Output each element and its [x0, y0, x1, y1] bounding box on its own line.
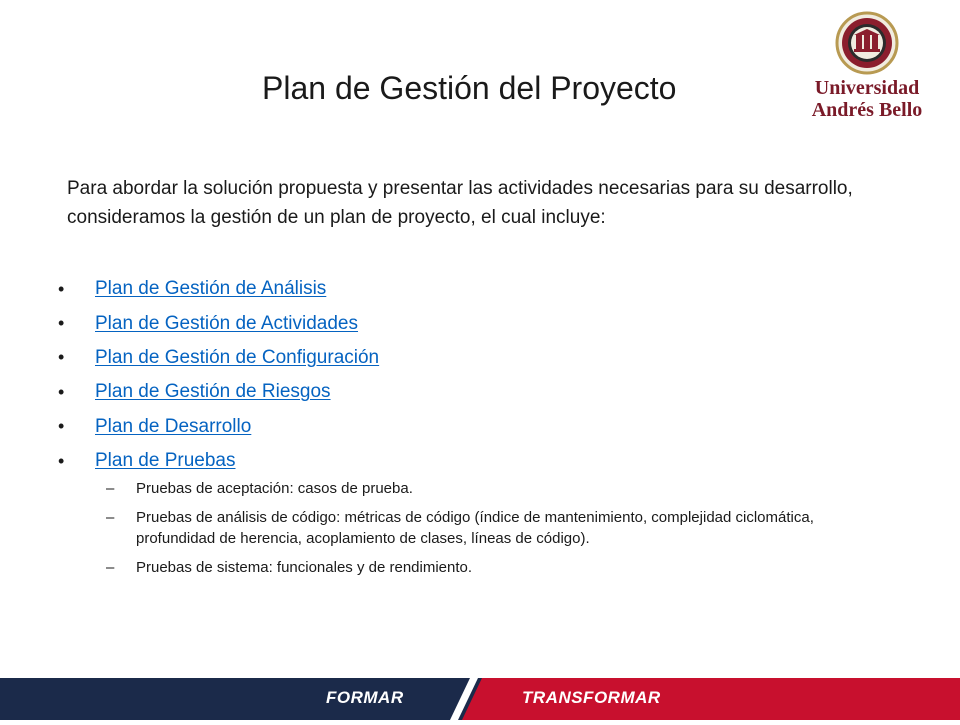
slide-title: Plan de Gestión del Proyecto — [262, 70, 677, 106]
footer-formar: FORMAR — [326, 688, 404, 707]
list-item — [58, 410, 918, 444]
bullet-icon: • — [58, 381, 65, 402]
list-item — [58, 341, 918, 375]
sub-item-text: Pruebas de análisis de código: métricas de código (índice de mantenimiento, complejidad ciclomática, profundidad de herencia, acoplamiento de clases, líneas de código). — [136, 509, 814, 547]
sub-list-item — [106, 507, 826, 549]
link-plan-riesgos[interactable]: Plan de Gestión de Riesgos — [95, 381, 331, 403]
list-item — [58, 272, 918, 306]
university-seal-icon — [837, 13, 897, 73]
intro-paragraph: Para abordar la solución propuesta y presentar las actividades necesarias para su desarrollo, consideramos la gestión de un plan de proyecto, el cual incluye: — [67, 178, 853, 228]
bullet-icon: • — [58, 347, 65, 368]
dash-icon: – — [106, 559, 115, 576]
footer-shapes — [0, 678, 960, 720]
sub-list-item — [106, 478, 826, 499]
sub-item-text: Pruebas de aceptación: casos de prueba. — [136, 480, 413, 497]
footer-banner — [0, 678, 960, 720]
list-item — [58, 306, 918, 340]
link-plan-desarrollo[interactable]: Plan de Desarrollo — [95, 415, 252, 437]
university-logo — [808, 10, 926, 122]
list-item — [58, 375, 918, 409]
sub-list-item — [106, 557, 826, 578]
bullet-icon: • — [58, 450, 65, 471]
footer-transformar: TRANSFORMAR — [522, 688, 661, 707]
link-plan-configuracion[interactable]: Plan de Gestión de Configuración — [95, 346, 380, 368]
link-plan-pruebas[interactable]: Plan de Pruebas — [95, 450, 236, 472]
link-plan-actividades[interactable]: Plan de Gestión de Actividades — [95, 312, 359, 334]
bullet-icon: • — [58, 278, 65, 299]
bullet-icon: • — [58, 416, 65, 437]
dash-icon: – — [106, 480, 115, 497]
logo-line1: Universidad — [814, 77, 920, 99]
sub-item-text: Pruebas de sistema: funcionales y de rendimiento. — [136, 559, 473, 576]
link-plan-analisis[interactable]: Plan de Gestión de Análisis — [95, 278, 327, 300]
list-item — [58, 444, 918, 478]
plan-list — [58, 272, 918, 478]
pruebas-sublist — [106, 478, 826, 586]
bullet-icon: • — [58, 313, 65, 334]
logo-line2: Andrés Bello — [811, 99, 923, 121]
dash-icon: – — [106, 509, 115, 526]
